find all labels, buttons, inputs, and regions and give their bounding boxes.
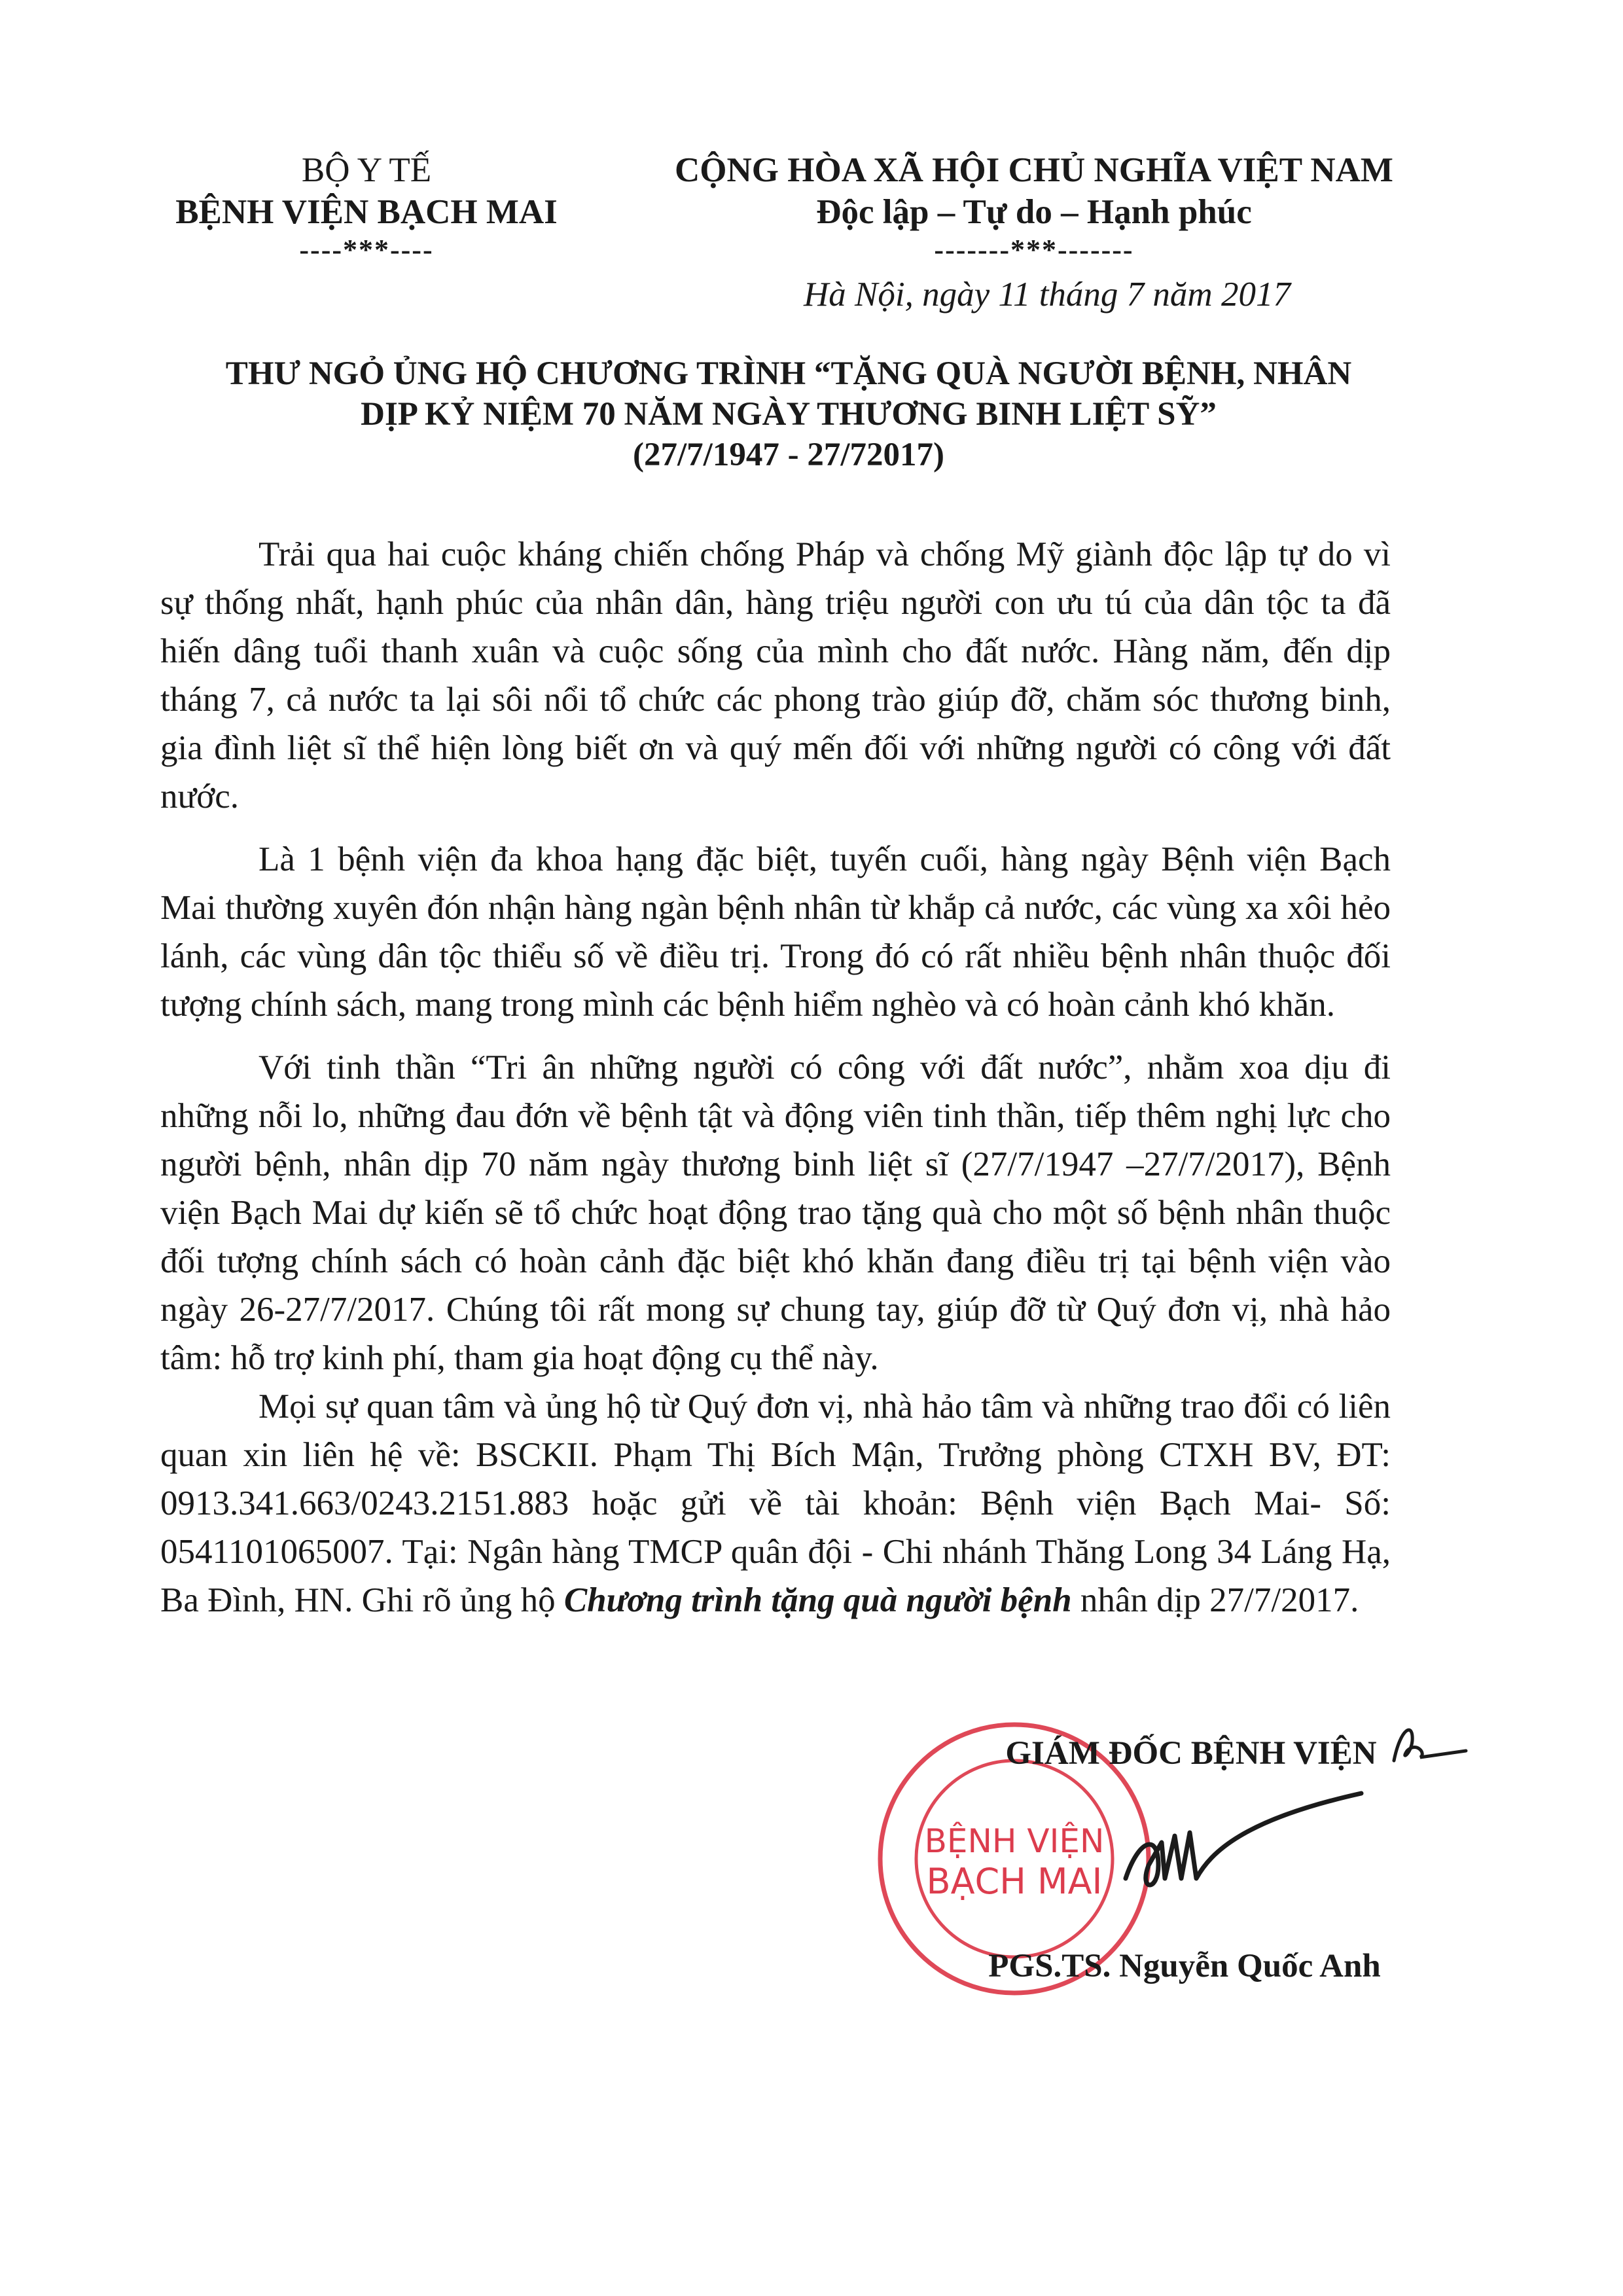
letter-title — [157, 353, 1420, 475]
title-line-2: DỊP KỶ NIỆM 70 NĂM NGÀY THƯƠNG BINH LIỆT SỸ” — [361, 396, 1217, 433]
title-line-3: (27/7/1947 - 27/72017) — [633, 437, 944, 473]
letter-body — [160, 530, 1391, 1639]
issuer-block — [151, 149, 582, 267]
national-header — [628, 149, 1440, 267]
title-line-1: THƯ NGỎ ỦNG HỘ CHƯƠNG TRÌNH “TẶNG QUÀ NGƯỜI BỆNH, NHÂN — [225, 355, 1352, 392]
handwritten-signature — [1113, 1780, 1387, 1911]
country-name: CỘNG HÒA XÃ HỘI CHỦ NGHĨA VIỆT NAM — [675, 151, 1393, 189]
body-paragraph-3: Với tinh thần “Tri ân những người có công với đất nước”, nhằm xoa dịu đi những nỗi lo, những đau đớn về bệnh tật và động viên tinh thần, tiếp thêm nghị lực cho người bệnh, nhân dịp 70 năm ngày thương binh liệt sĩ (27/7/1947 –27/7/2017), Bệnh viện Bạch Mai dự kiến sẽ tổ chức hoạt động trao tặng quà cho một số bệnh nhân thuộc đối tượng chính sách có hoàn cảnh đặc biệt khó khăn đang điều trị tại bệnh viện vào ngày 26-27/7/2017. Chúng tôi rất mong sự chung tay, giúp đỡ từ Quý đơn vị, nhà hảo tâm: hỗ trợ kinh phí, tham gia hoạt động cụ thể này. — [160, 1049, 1391, 1377]
program-name: Chương trình tặng quà người bệnh — [563, 1581, 1072, 1619]
body-paragraph-4 — [160, 1382, 1391, 1624]
stamp-line-2: BẠCH MAI — [926, 1861, 1103, 1902]
contact-text: Mọi sự quan tâm và ủng hộ từ Quý đơn vị, nhà hảo tâm và những trao đổi có liên quan xin liên hệ về: BSCKII. Phạm Thị Bích Mận, Trưởng phòng CTXH BV, ĐT: 0913.341.663/0243.2151.883 hoặc gửi về tài khoản: Bệnh viện Bạch Mai- Số: 0541101065007. Tại: Ngân hàng TMCP quân đội - Chi nhánh Thăng Long 34 Láng Hạ, Ba Đình, HN. Ghi rõ ủng hộ — [160, 1388, 1391, 1619]
date-line: Hà Nội, ngày 11 tháng 7 năm 2017 — [804, 276, 1291, 314]
contact-text-end: nhân dịp 27/7/2017. — [1071, 1581, 1359, 1619]
initial-mark — [1381, 1715, 1472, 1774]
ministry-name: BỘ Y TẾ — [301, 151, 432, 189]
body-paragraph-1: Trải qua hai cuộc kháng chiến chống Pháp và chống Mỹ giành độc lập tự do vì sự thống nhất, hạnh phúc của nhân dân, hàng triệu người con ưu tú của dân tộc ta đã hiến dâng tuổi thanh xuân và cuộc sống của mình cho đất nước. Hàng năm, đến dịp tháng 7, cả nước ta lại sôi nổi tổ chức các phong trào giúp đỡ, chăm sóc thương binh, gia đình liệt sĩ thể hiện lòng biết ơn và quý mến đối với những người có công với đất nước. — [160, 535, 1391, 816]
motto-separator: -------***------- — [934, 234, 1134, 266]
issuer-separator: ----***---- — [299, 234, 434, 266]
signatory-title: GIÁM ĐỐC BỆNH VIỆN — [1005, 1735, 1377, 1772]
signatory-name: PGS.TS. Nguyễn Quốc Anh — [988, 1948, 1381, 1984]
hospital-name: BỆNH VIỆN BẠCH MAI — [175, 193, 558, 231]
body-paragraph-2: Là 1 bệnh viện đa khoa hạng đặc biệt, tuyến cuối, hàng ngày Bệnh viện Bạch Mai thường xuyên đón nhận hàng ngàn bệnh nhân từ khắp cả nước, các vùng xa xôi hẻo lánh, các vùng dân tộc thiểu số về điều trị. Trong đó có rất nhiều bệnh nhân thuộc đối tượng chính sách, mang trong mình các bệnh hiểm nghèo và có hoàn cảnh khó khăn. — [160, 840, 1391, 1024]
national-motto: Độc lập – Tự do – Hạnh phúc — [816, 193, 1252, 231]
stamp-line-1: BỆNH VIỆN — [924, 1822, 1105, 1860]
